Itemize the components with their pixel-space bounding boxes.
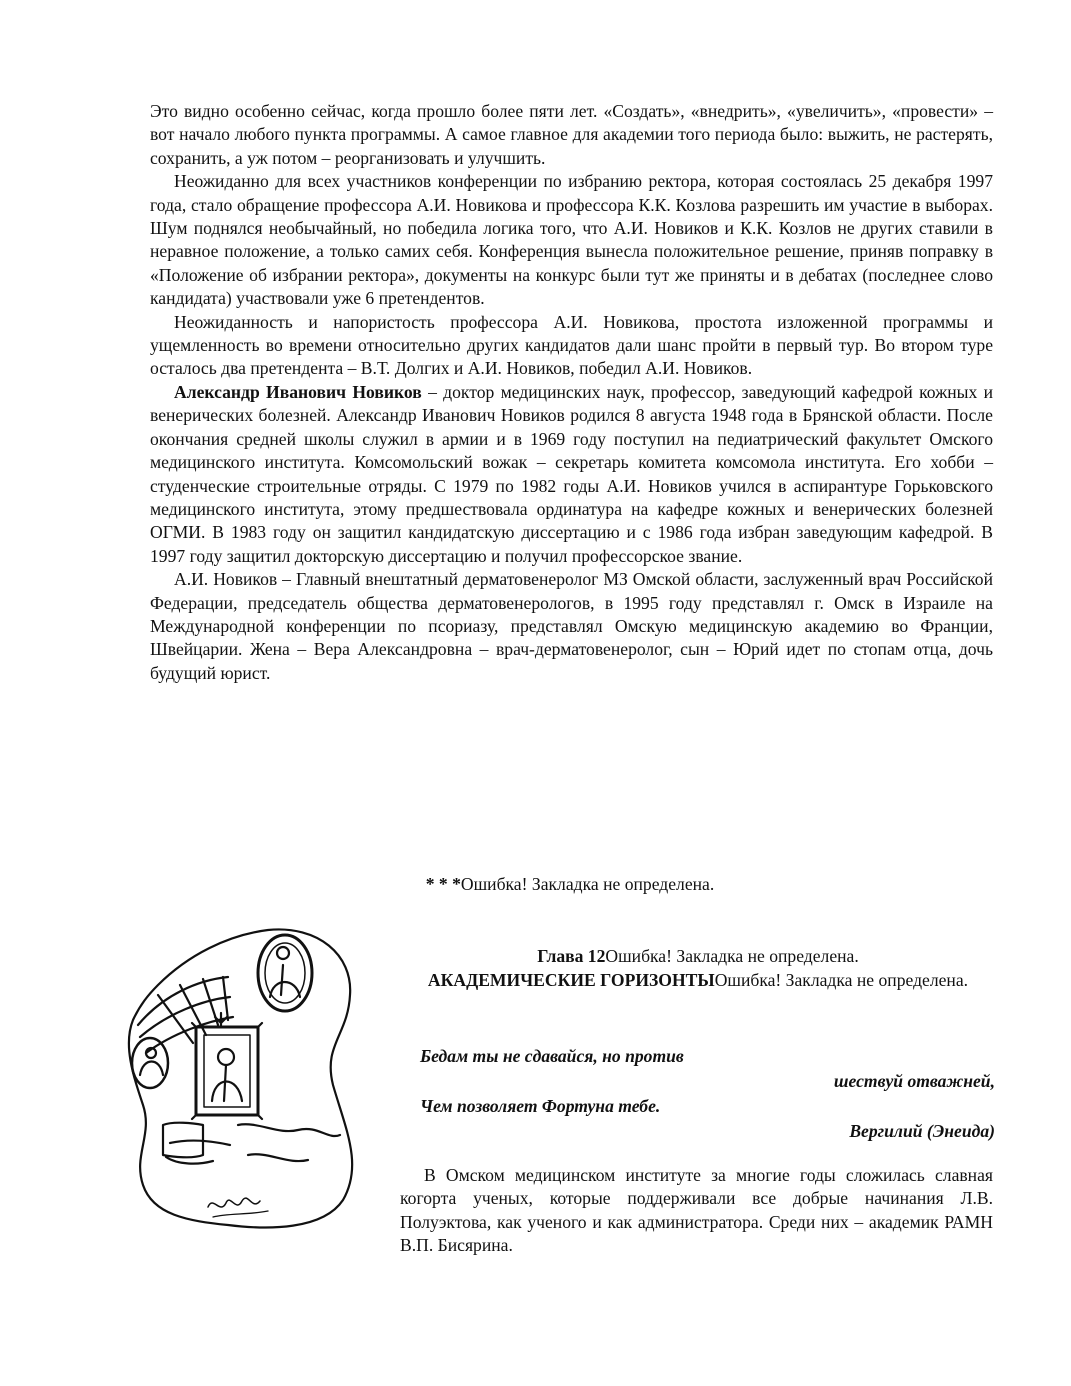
closing-paragraph: В Омском медицинском институте за многие годы сложилась славная когорта ученых, которые поддерживали все добрые начинания Л.В. Полуэктова, как ученого и как администратора. Среди них – академик РАМН В.П. Бисярина. bbox=[400, 1165, 993, 1256]
chapter-heading bbox=[398, 944, 998, 992]
epigraph-line-2: шествуй отважней, bbox=[833, 1071, 995, 1091]
sketch-portraits-illustration bbox=[118, 925, 368, 1235]
epigraph-line-1: Бедам ты не сдавайся, но против bbox=[420, 1046, 684, 1066]
chapter-title-line bbox=[398, 968, 998, 992]
chapter-title-error: Ошибка! Закладка не определена. bbox=[714, 970, 969, 990]
epigraph-line-3: Чем позволяет Фортуна тебе. bbox=[420, 1096, 661, 1116]
chapter-title: АКАДЕМИЧЕСКИЕ ГОРИЗОНТЫ bbox=[427, 970, 715, 990]
paragraph-1: Это видно особенно сейчас, когда прошло более пяти лет. «Создать», «внедрить», «увеличить», «провести» – вот начало любого пункта программы. А самое главное для академии того периода было: выжить, не растерять, сохранить, а уж потом – реорганизовать и улучшить. bbox=[150, 101, 993, 168]
paragraph-4-text: – доктор медицинских наук, профессор, заведующий кафедрой кожных и венерических болезней. Александр Иванович Новиков родился 8 августа 1948 года в Брянской области. После окончания средней школы служил в армии и в 1969 году поступил на педиатрический факультет Омского медицинского института. Комсомольский вожак – секретарь комитета комсомола института. Его хобби – студенческие строительные отряды. С 1979 по 1982 годы А.И. Новиков учился в аспирантуре Горьковского медицинского института, этому предшествовала ординатура на кафедре кожных и венерических болезней ОГМИ. В 1983 году он защитил кандидатскую диссертацию и с 1986 года избран заведующим кафедрой. В 1997 году защитил докторскую диссертацию и получил профессорское звание. bbox=[150, 381, 993, 566]
epigraph-attribution: Вергилий (Энеида) bbox=[849, 1121, 995, 1141]
paragraph-2: Неожиданно для всех участников конференции по избранию ректора, которая состоялась 25 декабря 1997 года, стало обращение профессора А.И. Новикова и профессора К.К. Козлова разрешить им участие в выборах. Шум поднялся необычайный, но победила логика того, что А.И. Новиков и К.К. Козлов не других ставили в неравное положение, а только самих себя. Конференция вынесла положительное решение, приняв поправку в «Положение об избрании ректора», документы на конкурс были тут же приняты и в дебатах (последнее слово кандидата) участвовали уже 6 претендентов. bbox=[150, 171, 993, 309]
paragraph-5: А.И. Новиков – Главный внештатный дерматовенеролог МЗ Омской области, заслуженный врач Российской Федерации, председатель общества дерматовенерологов, в 1995 году представлял г. Омск в Израиле на Международной конференции по псориазу, представлял Омскую медицинскую академию во Франции, Швейцарии. Жена – Вера Александровна – врач-дерматовенеролог, сын – Юрий идет по стопам отца, дочь будущий юрист. bbox=[150, 569, 993, 683]
chapter-label-line bbox=[398, 944, 998, 968]
person-name: Александр Иванович Новиков bbox=[174, 381, 422, 402]
paragraph-3: Неожиданность и напористость профессора А.И. Новикова, простота изложенной программы и ущемленность во времени относительно других кандидатов дали шанс пройти в первый тур. Во втором туре осталось два претендента – В.Т. Долгих и А.И. Новиков, победил А.И. Новиков. bbox=[150, 311, 993, 379]
section-separator bbox=[0, 874, 1071, 895]
epigraph bbox=[420, 1044, 995, 1144]
paragraph-4 bbox=[150, 381, 993, 568]
main-text bbox=[150, 100, 993, 685]
separator-stars: * * * bbox=[425, 874, 461, 894]
chapter-label: Глава 12 bbox=[537, 946, 606, 966]
chapter-label-error: Ошибка! Закладка не определена. bbox=[605, 946, 859, 966]
separator-error: Ошибка! Закладка не определена. bbox=[460, 874, 715, 894]
